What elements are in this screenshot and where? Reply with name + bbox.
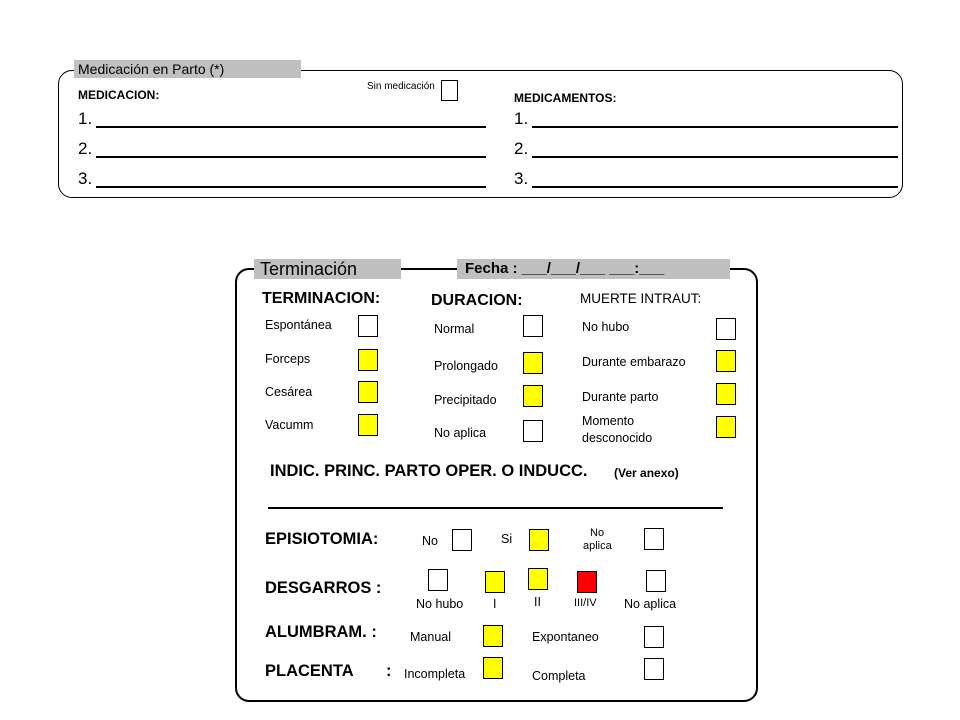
- medicamentos-line-1[interactable]: [532, 126, 898, 128]
- option-momento: Momento: [582, 414, 635, 428]
- checkbox-durante-parto[interactable]: [716, 383, 736, 405]
- medicacion-number-1: 1.: [78, 109, 93, 128]
- option-durante-embarazo: Durante embarazo: [582, 355, 686, 369]
- medicamentos-line-3[interactable]: [532, 186, 898, 188]
- checkbox-episiotomia-no-aplica[interactable]: [644, 528, 664, 550]
- checkbox-espontanea[interactable]: [358, 315, 378, 337]
- option-desconocido: desconocido: [582, 431, 653, 445]
- muerte-intraut-header: MUERTE INTRAUT:: [580, 291, 702, 306]
- checkbox-momento-desconocido[interactable]: [716, 416, 736, 438]
- option-normal: Normal: [434, 322, 475, 336]
- option-vacumm: Vacumm: [265, 418, 314, 432]
- checkbox-desgarros-no-hubo[interactable]: [428, 569, 448, 591]
- medicacion-title: Medicación en Parto (*): [74, 60, 301, 78]
- checkbox-episiotomia-si[interactable]: [529, 529, 549, 551]
- checkbox-durante-embarazo[interactable]: [716, 350, 736, 372]
- checkbox-desgarros-i[interactable]: [485, 571, 505, 593]
- option-precipitado: Precipitado: [434, 393, 497, 407]
- medicacion-line-1[interactable]: [96, 126, 486, 128]
- indic-princ-label: INDIC. PRINC. PARTO OPER. O INDUCC.: [270, 462, 588, 480]
- medicamentos-header: MEDICAMENTOS:: [514, 91, 617, 105]
- option-incompleta: Incompleta: [404, 667, 466, 681]
- checkbox-no-aplica-duracion[interactable]: [523, 420, 543, 442]
- medicacion-line-3[interactable]: [96, 186, 486, 188]
- option-durante-parto: Durante parto: [582, 390, 659, 404]
- option-cesarea: Cesárea: [265, 385, 313, 399]
- option-episiotomia-si: Si: [501, 532, 513, 546]
- option-expontaneo: Expontaneo: [532, 630, 599, 644]
- episiotomia-label: EPISIOTOMIA:: [265, 530, 379, 548]
- checkbox-completa[interactable]: [644, 658, 664, 680]
- ver-anexo-label: (Ver anexo): [614, 466, 679, 480]
- medicamentos-number-2: 2.: [514, 139, 529, 158]
- medicamentos-number-3: 3.: [514, 169, 529, 188]
- option-desgarros-i: I: [493, 597, 497, 611]
- option-episiotomia-no: No: [422, 534, 438, 548]
- medicacion-number-3: 3.: [78, 169, 93, 188]
- placenta-colon: :: [386, 662, 392, 680]
- medicamentos-number-1: 1.: [514, 109, 529, 128]
- option-desgarros-no-aplica: No aplica: [624, 597, 677, 611]
- fecha-field[interactable]: Fecha : ___/___/___ ___:___: [457, 259, 730, 279]
- checkbox-cesarea[interactable]: [358, 381, 378, 403]
- option-episiotomia-no-aplica-2: aplica: [583, 540, 612, 552]
- terminacion-title: Terminación: [254, 259, 401, 279]
- checkbox-desgarros-ii[interactable]: [528, 568, 548, 590]
- option-desgarros-no-hubo: No hubo: [416, 597, 464, 611]
- alumbram-label: ALUMBRAM. :: [265, 623, 377, 641]
- checkbox-manual[interactable]: [483, 625, 503, 647]
- option-forceps: Forceps: [265, 352, 311, 366]
- option-no-hubo-muerte: No hubo: [582, 320, 630, 334]
- medicacion-panel: [58, 70, 903, 198]
- sin-medicacion-checkbox[interactable]: [441, 80, 458, 101]
- sin-medicacion-label: Sin medicación: [367, 81, 435, 92]
- checkbox-desgarros-iii-iv[interactable]: [577, 571, 597, 593]
- option-desgarros-iii-iv: III/IV: [574, 597, 597, 609]
- medicamentos-line-2[interactable]: [532, 156, 898, 158]
- indic-princ-line[interactable]: [268, 507, 723, 509]
- checkbox-prolongado[interactable]: [523, 352, 543, 374]
- medicacion-number-2: 2.: [78, 139, 93, 158]
- medicacion-line-2[interactable]: [96, 156, 486, 158]
- desgarros-label: DESGARROS :: [265, 579, 382, 597]
- checkbox-vacumm[interactable]: [358, 414, 378, 436]
- checkbox-incompleta[interactable]: [483, 657, 503, 679]
- duracion-header: DURACION:: [431, 292, 523, 309]
- option-manual: Manual: [410, 630, 451, 644]
- placenta-label: PLACENTA: [265, 662, 354, 680]
- option-prolongado: Prolongado: [434, 359, 498, 373]
- option-espontanea: Espontánea: [265, 318, 332, 332]
- checkbox-expontaneo[interactable]: [644, 626, 664, 648]
- option-episiotomia-no-aplica-1: No: [590, 527, 605, 539]
- checkbox-desgarros-no-aplica[interactable]: [646, 570, 666, 592]
- terminacion-header: TERMINACION:: [262, 290, 381, 307]
- checkbox-no-hubo-muerte[interactable]: [716, 318, 736, 340]
- checkbox-forceps[interactable]: [358, 349, 378, 371]
- option-no-aplica-duracion: No aplica: [434, 426, 487, 440]
- checkbox-normal[interactable]: [523, 315, 543, 337]
- medicacion-header: MEDICACION:: [78, 88, 160, 102]
- option-completa: Completa: [532, 669, 586, 683]
- checkbox-precipitado[interactable]: [523, 385, 543, 407]
- option-desgarros-ii: II: [534, 595, 541, 609]
- checkbox-episiotomia-no[interactable]: [452, 529, 472, 551]
